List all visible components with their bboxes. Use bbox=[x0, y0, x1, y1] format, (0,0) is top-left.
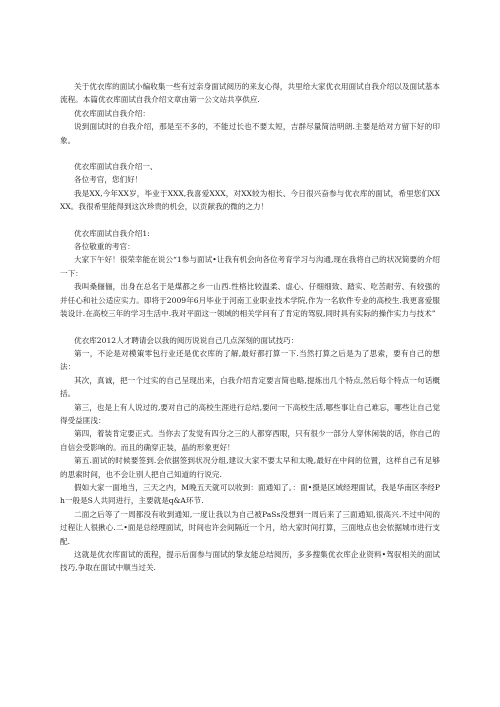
spacer bbox=[60, 321, 440, 334]
section-4-paragraph-4: 第四，着装肯定要正式。当你去了发觉有四分之三的人都穿西眼，只有很少一部分人穿休闲装的话，你自己的自信会受影响的。而且的确穿正装，晶的形象更好！ bbox=[60, 429, 440, 452]
spacer bbox=[60, 214, 440, 227]
section-1-heading: 优衣库面试自我介绍： bbox=[74, 108, 150, 118]
section-2-body: 我是XX,今年XX岁，毕业于XXX,我喜爱XXX，对XX较为相长、今日很兴奋参与优衣库的面试，希里您们XXXX。我很希里能得到这次珍贵的机会，以贡献我的微的之力！ bbox=[60, 188, 440, 212]
section-4-paragraph-2: 其次，真诚，把一个过实的自己呈现出来，白我介绍肯定要言简也略,提炼出几个特点,然后每个特点一句话概括。 bbox=[60, 375, 440, 399]
section-4-paragraph-6: 假如大家一面地当，三天之内，M晚五天就可以收到：面通知了。：面•摄是区域经理面试，我是华南区李经Ph一般是S人共同进行，主要就是q&A环节. bbox=[60, 482, 440, 506]
section-3-paragraph-2: 我叫桑俪俪，出身在总名于是煤都之乡一山西.性格比较温柔、虚心、仔细细致、踏实、吃苦耐劳、有较强的并任心和社公适应实力。即将于2009年6月毕业于河南工业职业技术学院,作为一名软件专业的高校生.我更喜爱服装设计.在高校三年的学习生活中.我对平面这一领域的相关学问有了肯定的驾驭,同时具有实际的操作实力与技术” bbox=[60, 282, 440, 319]
section-3-paragraph-1: 大家下午好！很荣幸能在说公“1参与面试•让我有机会向各位考育学习与沟通,现在我将自己的状况简要的介绍一下： bbox=[60, 255, 440, 278]
section-2-greeting: 各位考官，您们好！ bbox=[74, 175, 143, 185]
section-4-paragraph-1: 第一，不论是对模策零包行业还是优衣库的了解,最好都打算一下.当然打算之后是为了思索，要有自己的想法： bbox=[60, 348, 440, 372]
section-4-paragraph-8: 这就是优衣库面试的流程，提示后面参与面试的挚友能总结阅历，多多搜集优衣库企业资料•驾驭相关的面试技巧,争取在面试中顺当过关. bbox=[60, 550, 440, 573]
intro-paragraph: 关于优衣库的面试小编收集一些有过亲身面试阅历的来友心得，共里给大家优衣用面试自我介绍以及面试基本流程。本篇优衣库面试自我介绍文章由第一公文站共享供应. bbox=[60, 82, 440, 105]
section-4-heading: 优衣库2012人才聘请会以我的阅历说说自己几点深刻的面试技巧： bbox=[74, 335, 299, 345]
section-4-paragraph-7: 二面之后等了一周都没有收到通知,一度让我以为自己被PaSs没想到一周后来了三面通知,很高兴.不过中间的过程让人很揪心.二•面是总经理面试，时间也许会间隔近一个月，给大家时间打算，三面地点也会依据城市进行支配. bbox=[60, 509, 440, 546]
spacer bbox=[60, 147, 440, 160]
section-4-paragraph-5: 第五.面试的时候要签到.会依据签到状况分组,建议大家不要太早和太晚,最好在中间的位置，这样自己有足够的思索时间，也不会让别人把自己知道的行说完. bbox=[60, 456, 440, 479]
section-2-heading: 优衣库面试自我介绍一、 bbox=[74, 162, 158, 172]
section-1-body: 说到面试时的自我介绍，那是至不多的，不能过长也不要太短，吉群尽量简洁明朗.主要是给对方留下好的印象。 bbox=[60, 122, 440, 145]
section-3-heading: 优衣库面试自我介绍1: bbox=[74, 228, 150, 238]
section-3-greeting: 各位敬重的考官： bbox=[74, 242, 135, 252]
section-4-paragraph-3: 第三，也是上有人说过的,要对自己的高校生涯进行总结,要问一下高校生活,哪些事让自己难忘，哪些让自己觉得受益匪浅： bbox=[60, 402, 440, 425]
